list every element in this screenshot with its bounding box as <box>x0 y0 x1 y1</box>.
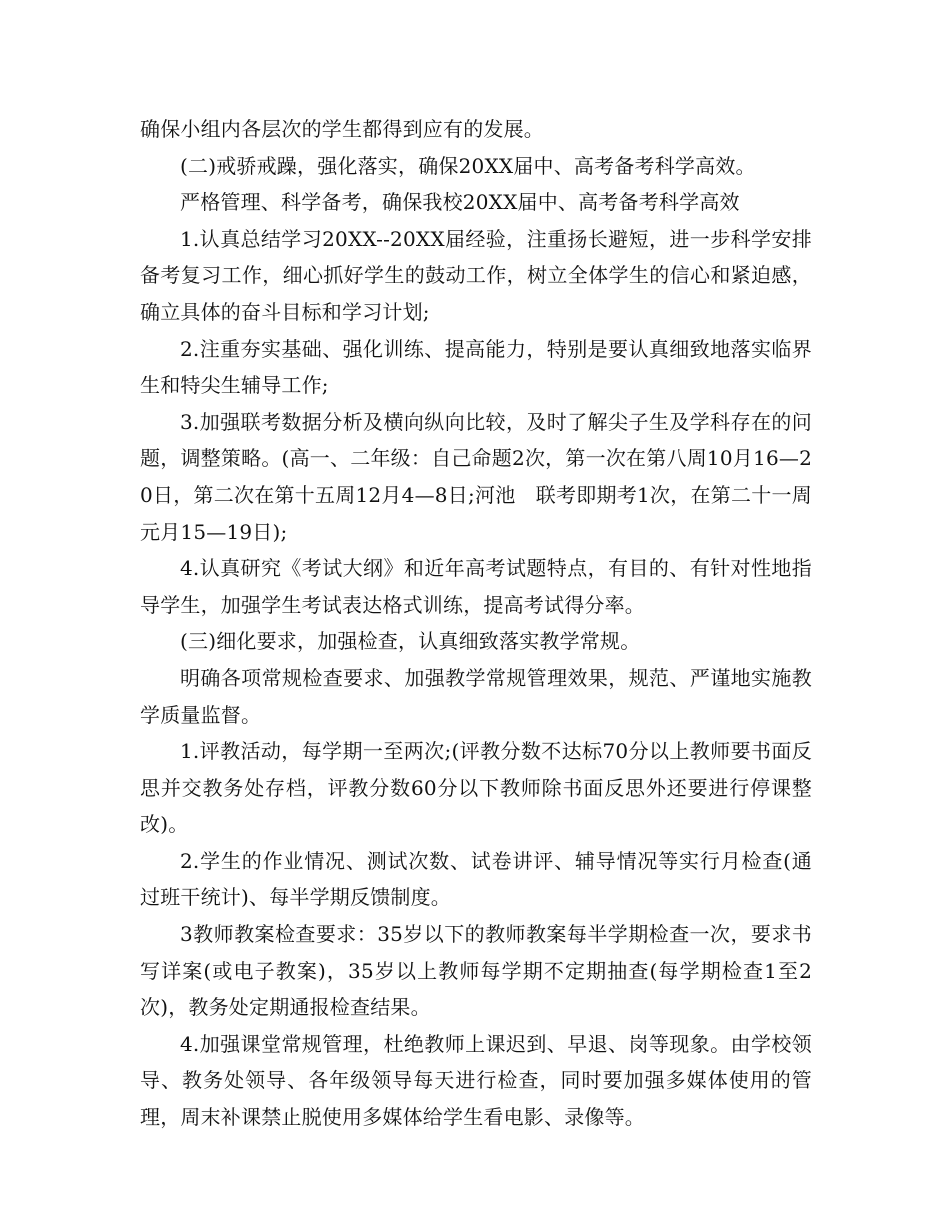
document-body <box>140 111 812 1136</box>
paragraph-3: 严格管理、科学备考，确保我校20XX届中、高考备考科学高效 <box>180 190 740 215</box>
paragraph-9: 明确各项常规检查要求、加强教学常规管理效果，规范、严谨地实施教学质量监督。 <box>140 665 812 727</box>
paragraph-5: 2.注重夯实基础、强化训练、提高能力，特别是要认真细致地落实临界生和特尖生辅导工作; <box>140 336 812 398</box>
paragraph-8: (三)细化要求，加强检查，认真细致落实教学常规。 <box>180 629 641 654</box>
paragraph-11: 2.学生的作业情况、测试次数、试卷讲评、辅导情况等实行月检查(通过班干统计)、每半学期反馈制度。 <box>140 848 812 910</box>
paragraph-7: 4.认真研究《考试大纲》和近年高考试题特点，有目的、有针对性地指导学生，加强学生考试表达格式训练，提高考试得分率。 <box>140 556 812 617</box>
paragraph-10: 1.评教活动，每学期一至两次;(评教分数不达标70分以上教师要书面反思并交教务处存档，评教分数60分以下教师除书面反思外还要进行停课整改)。 <box>140 739 812 837</box>
paragraph-12: 3教师教案检查要求：35岁以下的教师教案每半学期检查一次，要求书写详案(或电子教案)，35岁以上教师每学期不定期抽查(每学期检查1至2次)，教务处定期通报检查结果。 <box>140 922 812 1020</box>
paragraph-2: (二)戒骄戒躁，强化落实，确保20XX届中、高考备考科学高效。 <box>180 153 756 178</box>
paragraph-13: 4.加强课堂常规管理，杜绝教师上课迟到、早退、岗等现象。由学校领导、教务处领导、各年级领导每天进行检查，同时要加强多媒体使用的管理，周末补课禁止脱使用多媒体给学生看电影、录像等。 <box>140 1031 812 1130</box>
paragraph-6: 3.加强联考数据分析及横向纵向比较，及时了解尖子生及学科存在的问题，调整策略。(高一、二年级：自己命题2次，第一次在第八周10月16—20日，第二次在第十五周12月4—8日;河池 联考即期考1次，在第二十一周元月15—19日); <box>140 409 812 544</box>
paragraph-1: 确保小组内各层次的学生都得到应有的发展。 <box>140 117 544 141</box>
paragraph-4: 1.认真总结学习20XX--20XX届经验，注重扬长避短，进一步科学安排备考复习工作，细心抓好学生的鼓动工作，树立全体学生的信心和紧迫感，确立具体的奋斗目标和学习计划; <box>140 226 812 324</box>
